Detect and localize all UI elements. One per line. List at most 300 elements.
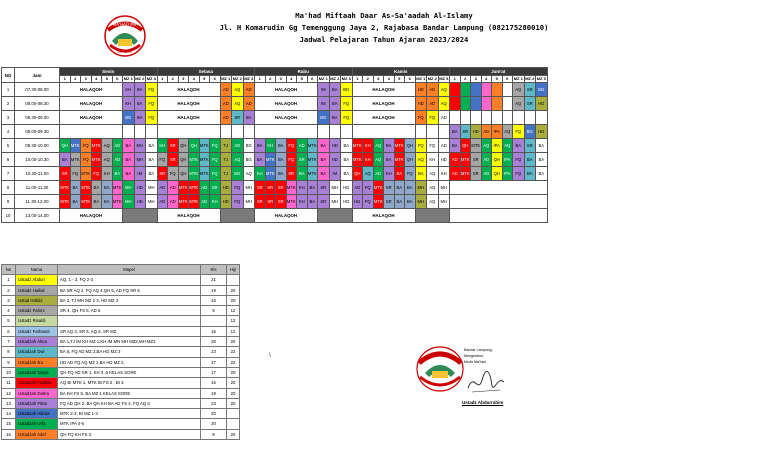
halaqoh-cell: HALAQOH bbox=[352, 83, 415, 97]
row-number: 5 bbox=[2, 139, 15, 153]
row-time: 07.30-08.00 bbox=[15, 83, 60, 97]
lesson-cell: FQ bbox=[70, 167, 81, 181]
lesson-cell bbox=[438, 125, 450, 139]
lesson-cell: MTK bbox=[307, 167, 318, 181]
teacher-kls: 19 bbox=[201, 388, 227, 398]
period-header: 4 bbox=[481, 76, 492, 83]
teacher-row bbox=[2, 326, 240, 336]
lesson-cell: KH bbox=[123, 83, 135, 97]
lesson-cell: BA bbox=[297, 167, 308, 181]
lesson-cell: SR bbox=[460, 125, 471, 139]
lesson-cell: BA bbox=[102, 195, 113, 209]
lesson-cell: AQ bbox=[427, 195, 439, 209]
lesson-cell: AQ bbox=[232, 153, 244, 167]
lesson-cell: HD bbox=[134, 181, 146, 195]
lesson-cell: IM bbox=[329, 167, 341, 181]
lesson-cell: SR bbox=[232, 111, 244, 125]
teacher-name: Ustadzah Iku bbox=[16, 357, 58, 367]
lesson-cell: TJ bbox=[220, 153, 232, 167]
period-header: 3 bbox=[471, 76, 482, 83]
lesson-cell: BA bbox=[318, 167, 330, 181]
school-address: Jl. H Komarudin Gg Temenggung Jaya 2, Rajabasa Bandar Lampung (082175280010) bbox=[219, 23, 549, 32]
lesson-cell: FQ bbox=[427, 139, 439, 153]
empty-cell bbox=[220, 209, 255, 223]
lesson-cell: AQ bbox=[102, 139, 113, 153]
lesson-cell: AD bbox=[199, 195, 210, 209]
teacher-kls: 16 bbox=[201, 295, 227, 305]
lesson-cell: AD bbox=[243, 97, 255, 111]
row-number: 4 bbox=[2, 125, 15, 139]
teacher-mapel: MTK 2-3, BI MZ 1-3 bbox=[58, 409, 201, 419]
period-header: MZ 2 bbox=[525, 76, 535, 81]
period-header: MZ 1 bbox=[416, 76, 426, 81]
teacher-mapel: SR AQ 3, SR 5, AQ 6, SR MZ bbox=[58, 326, 201, 336]
lesson-cell: FQ bbox=[286, 153, 297, 167]
lesson-cell: HD bbox=[536, 125, 548, 139]
lesson-cell: KH bbox=[363, 139, 374, 153]
teacher-hijr: 12 bbox=[227, 306, 240, 316]
lesson-cell: SR bbox=[524, 83, 536, 97]
lesson-cell: MTK bbox=[91, 139, 102, 153]
row-number: 1 bbox=[2, 83, 15, 97]
row-time: 11.30-12.00 bbox=[15, 195, 60, 209]
lesson-cell: BG bbox=[318, 111, 330, 125]
row-number: 2 bbox=[2, 97, 15, 111]
halaqoh-cell: HALAQOH bbox=[255, 209, 318, 223]
teacher-kls: 9 bbox=[201, 306, 227, 316]
teacher-row bbox=[2, 398, 240, 408]
lesson-cell: MTK bbox=[91, 153, 102, 167]
lesson-cell: KH bbox=[297, 195, 308, 209]
lesson-cell: MTK bbox=[199, 153, 210, 167]
teacher-row bbox=[2, 419, 240, 429]
lesson-cell bbox=[492, 97, 503, 111]
lesson-cell: AD bbox=[481, 125, 492, 139]
lesson-cell: FQ bbox=[363, 195, 374, 209]
row-number: 10 bbox=[2, 209, 15, 223]
lesson-cell: MTK bbox=[265, 167, 276, 181]
lesson-cell bbox=[460, 83, 471, 97]
lesson-cell: MTK bbox=[189, 153, 200, 167]
period-header: MZ 2 bbox=[135, 76, 145, 81]
period-header: 5 bbox=[102, 76, 113, 83]
teacher-name: Ustadzah Hikma bbox=[16, 409, 58, 419]
lesson-cell: BA bbox=[243, 111, 255, 125]
lesson-cell: AQ bbox=[438, 97, 450, 111]
lesson-cell: AD bbox=[481, 153, 492, 167]
teacher-name: Ustadz Farhandi bbox=[16, 326, 58, 336]
lesson-cell: AQ bbox=[232, 97, 244, 111]
lesson-cell: AQ bbox=[481, 139, 492, 153]
lesson-cell: BA bbox=[276, 153, 287, 167]
lesson-cell bbox=[502, 111, 513, 125]
lesson-cell: BA bbox=[276, 139, 287, 153]
teacher-hijr: 20 bbox=[227, 429, 240, 439]
lesson-cell: AD bbox=[220, 97, 232, 111]
teacher-mapel: BA 6, FQ AD MZ 2,BA HD MZ 3 bbox=[58, 347, 201, 357]
halaqoh-cell: HALAQOH bbox=[255, 111, 318, 125]
lesson-cell: AD bbox=[232, 139, 244, 153]
schedule-row bbox=[2, 97, 548, 111]
period-header: MZ 2 bbox=[232, 76, 242, 81]
teacher-kls bbox=[201, 316, 227, 326]
col-header-no: NO bbox=[2, 68, 15, 83]
teacher-no: 1 bbox=[2, 275, 16, 285]
lesson-cell: BA bbox=[394, 181, 405, 195]
lesson-cell: MTK bbox=[189, 167, 200, 181]
lesson-cell: BA bbox=[91, 195, 102, 209]
lesson-cell: SR bbox=[276, 195, 287, 209]
lesson-cell: FQ bbox=[210, 139, 221, 153]
teacher-hijr: 22 bbox=[227, 347, 240, 357]
lesson-cell: BA bbox=[123, 153, 135, 167]
lesson-cell: MH bbox=[146, 181, 158, 195]
lesson-cell: IM bbox=[318, 83, 330, 97]
period-header: 6 bbox=[112, 76, 123, 83]
lesson-cell bbox=[220, 125, 232, 139]
teacher-row bbox=[2, 337, 240, 347]
lesson-cell bbox=[450, 111, 461, 125]
lesson-cell: MH bbox=[134, 139, 146, 153]
period-header: 6 bbox=[307, 76, 318, 83]
teacher-name: Ustadzah Fitria bbox=[16, 398, 58, 408]
empty-cell bbox=[450, 181, 548, 195]
lesson-cell: FQ bbox=[232, 195, 244, 209]
halaqoh-cell bbox=[157, 125, 220, 139]
lesson-cell: BA bbox=[255, 139, 266, 153]
lesson-cell: HD bbox=[220, 181, 232, 195]
lesson-cell: MTK bbox=[307, 139, 318, 153]
lesson-cell bbox=[492, 111, 503, 125]
lesson-cell: FQ bbox=[232, 181, 244, 195]
teacher-row bbox=[2, 275, 240, 285]
lesson-cell: QH bbox=[178, 167, 189, 181]
teacher-name: Ustadz Haikal bbox=[16, 285, 58, 295]
lesson-cell: MTK bbox=[265, 153, 276, 167]
lesson-cell: BG bbox=[243, 139, 255, 153]
lesson-cell: MTK bbox=[70, 139, 81, 153]
schedule-row bbox=[2, 167, 548, 181]
lesson-cell: MTK bbox=[81, 167, 92, 181]
lesson-cell: MH bbox=[243, 181, 255, 195]
period-header: 2 bbox=[168, 76, 179, 83]
lesson-cell: AD bbox=[112, 139, 123, 153]
lesson-cell: BA bbox=[394, 167, 405, 181]
row-number: 6 bbox=[2, 153, 15, 167]
teacher-row bbox=[2, 367, 240, 377]
period-header: 5 bbox=[297, 76, 308, 83]
lesson-cell: FQ bbox=[146, 111, 158, 125]
lesson-cell: BA bbox=[318, 153, 330, 167]
lesson-cell: MH bbox=[134, 153, 146, 167]
teacher-hijr: 20 bbox=[227, 295, 240, 305]
teacher-name: Ustadz Fahmi bbox=[16, 306, 58, 316]
period-header: 2 bbox=[70, 76, 81, 83]
lesson-cell: BA bbox=[134, 111, 146, 125]
lesson-cell: FQ bbox=[427, 111, 439, 125]
lesson-cell: BA bbox=[524, 153, 536, 167]
period-header: 4 bbox=[286, 76, 297, 83]
teacher-hijr: 20 bbox=[227, 378, 240, 388]
lesson-cell: SR bbox=[168, 153, 179, 167]
lesson-cell: SR bbox=[255, 181, 266, 195]
period-header: MZ 3 bbox=[536, 76, 546, 81]
lesson-cell: BG bbox=[524, 125, 536, 139]
lesson-cell bbox=[481, 83, 492, 97]
lesson-cell: SR bbox=[384, 195, 395, 209]
empty-cell bbox=[450, 195, 548, 209]
lesson-cell: AQ bbox=[513, 83, 525, 97]
signature-role: Mudir Ma'had bbox=[464, 360, 486, 364]
teacher-name: Ustadzah Tasya bbox=[16, 367, 58, 377]
lesson-cell bbox=[536, 111, 548, 125]
teacher-kls: 27 bbox=[201, 357, 227, 367]
halaqoh-cell: HALAQOH bbox=[157, 83, 220, 97]
teacher-row bbox=[2, 388, 240, 398]
lesson-cell: FQ bbox=[513, 167, 525, 181]
lesson-cell: BA bbox=[70, 181, 81, 195]
lesson-cell: MH bbox=[438, 195, 450, 209]
lesson-cell: BA bbox=[384, 153, 395, 167]
teacher-row bbox=[2, 316, 240, 326]
lesson-cell: BA bbox=[255, 153, 266, 167]
lesson-cell: MTK bbox=[394, 139, 405, 153]
lesson-cell bbox=[502, 97, 513, 111]
lesson-cell: MTK bbox=[60, 181, 71, 195]
empty-cell bbox=[450, 209, 548, 223]
lesson-cell: SR bbox=[471, 167, 482, 181]
lesson-cell: AQ bbox=[363, 167, 374, 181]
lesson-cell: KH bbox=[384, 167, 395, 181]
lesson-cell bbox=[134, 125, 146, 139]
lesson-cell: FQ bbox=[146, 97, 158, 111]
lesson-cell: FQ bbox=[415, 139, 427, 153]
lesson-cell: AD bbox=[427, 83, 439, 97]
teacher-name: Ustadzah Adel bbox=[16, 429, 58, 439]
teacher-kls: 17 bbox=[201, 367, 227, 377]
lesson-cell: BA bbox=[102, 181, 113, 195]
teacher-mapel bbox=[58, 316, 201, 326]
lesson-cell: QH bbox=[178, 153, 189, 167]
teacher-row bbox=[2, 409, 240, 419]
lesson-cell: BA bbox=[60, 153, 71, 167]
halaqoh-cell: HALAQOH bbox=[255, 83, 318, 97]
teacher-mapel: BA 1,TJ IM KH MZ 1,KH IM MN MH MZ2,MH MZ3 bbox=[58, 337, 201, 347]
lesson-cell: MTK bbox=[189, 181, 200, 195]
empty-cell bbox=[415, 209, 450, 223]
lesson-cell: MTK bbox=[286, 195, 297, 209]
halaqoh-cell: HALAQOH bbox=[352, 111, 415, 125]
lesson-cell: BA bbox=[146, 139, 158, 153]
stray-mark: \ bbox=[269, 353, 271, 359]
lesson-cell: AD bbox=[438, 111, 450, 125]
lesson-cell: MTK bbox=[460, 167, 471, 181]
lesson-cell bbox=[450, 97, 461, 111]
period-header: 3 bbox=[373, 76, 384, 83]
teacher-name: Ustadzah Urfa bbox=[16, 419, 58, 429]
lesson-cell: QH bbox=[405, 153, 416, 167]
teacher-kls: 23 bbox=[201, 347, 227, 357]
lesson-cell: FQ bbox=[286, 139, 297, 153]
teacher-kls: 23 bbox=[201, 398, 227, 408]
teacher-mapel: MTK IPA 4-6 bbox=[58, 419, 201, 429]
lesson-cell: BA bbox=[450, 125, 461, 139]
teacher-mapel: HD AD FQ AQ MZ 1,BA HD MZ 2, bbox=[58, 357, 201, 367]
row-time: 11.00-11.30 bbox=[15, 181, 60, 195]
period-header: MZ 1 bbox=[221, 76, 231, 81]
halaqoh-cell bbox=[255, 125, 318, 139]
lesson-cell: MH bbox=[438, 181, 450, 195]
teacher-kls: 25 bbox=[201, 337, 227, 347]
teacher-no: 13 bbox=[2, 398, 16, 408]
schedule-row bbox=[2, 83, 548, 97]
teacher-kls: 19 bbox=[201, 285, 227, 295]
halaqoh-cell: HALAQOH bbox=[60, 209, 123, 223]
lesson-cell: MH bbox=[123, 195, 135, 209]
lesson-cell: SR bbox=[255, 195, 266, 209]
lesson-cell: AQ bbox=[502, 139, 513, 153]
day-header: Jum'at bbox=[450, 68, 548, 76]
empty-cell bbox=[318, 209, 353, 223]
period-header: 1 bbox=[255, 76, 266, 83]
lesson-cell bbox=[471, 111, 482, 125]
teacher-no: 6 bbox=[2, 326, 16, 336]
teacher-no: 15 bbox=[2, 419, 16, 429]
lesson-cell: BA bbox=[341, 153, 353, 167]
lesson-cell: MH bbox=[146, 195, 158, 209]
teacher-no: 7 bbox=[2, 337, 16, 347]
lesson-cell: MTK bbox=[199, 139, 210, 153]
lesson-cell: BA bbox=[450, 139, 461, 153]
teacher-col-header: Kls bbox=[201, 265, 227, 275]
lesson-cell: BG bbox=[232, 167, 244, 181]
lesson-cell: MTK bbox=[199, 167, 210, 181]
lesson-cell: BA bbox=[70, 195, 81, 209]
schedule-row bbox=[2, 139, 548, 153]
lesson-cell: MTK bbox=[178, 195, 189, 209]
row-time: 09.30-10.00 bbox=[15, 139, 60, 153]
teacher-kls: 21 bbox=[201, 275, 227, 285]
lesson-cell bbox=[450, 83, 461, 97]
teacher-hijr: 12 bbox=[227, 316, 240, 326]
lesson-cell bbox=[481, 111, 492, 125]
lesson-cell: BA bbox=[405, 195, 416, 209]
teacher-name: Ustadz Abdurr bbox=[16, 275, 58, 285]
lesson-cell bbox=[123, 125, 135, 139]
lesson-cell: HD bbox=[329, 139, 341, 153]
period-header: 5 bbox=[492, 76, 503, 83]
lesson-cell: AQ bbox=[415, 153, 427, 167]
lesson-cell: MTK bbox=[112, 195, 123, 209]
lesson-cell: AD bbox=[220, 111, 232, 125]
schedule-title: Jadwal Pelajaran Tahun Ajaran 2023/2024 bbox=[299, 35, 469, 44]
col-header-time: Jam bbox=[15, 68, 60, 83]
halaqoh-cell bbox=[352, 125, 415, 139]
teacher-hijr bbox=[227, 419, 240, 429]
teacher-no: 4 bbox=[2, 306, 16, 316]
lesson-cell: MTK bbox=[81, 181, 92, 195]
teacher-name: Ustadzah Alma bbox=[16, 337, 58, 347]
lesson-cell: AQ bbox=[243, 167, 255, 181]
lesson-cell: BA bbox=[524, 167, 536, 181]
lesson-cell: BA bbox=[329, 111, 341, 125]
school-name: Ma'had Miftaah Daar As-Sa'aadah Al-Islamy bbox=[295, 11, 473, 20]
lesson-cell: SR bbox=[384, 181, 395, 195]
lesson-cell: FQ bbox=[415, 111, 427, 125]
lesson-cell: MH bbox=[415, 181, 427, 195]
row-time: 10.30-11.00 bbox=[15, 167, 60, 181]
row-number: 7 bbox=[2, 167, 15, 181]
lesson-cell: MH bbox=[329, 181, 341, 195]
lesson-cell: HD bbox=[536, 97, 548, 111]
lesson-cell: IM bbox=[318, 97, 330, 111]
lesson-cell: AQ bbox=[427, 167, 439, 181]
teacher-no: 9 bbox=[2, 357, 16, 367]
lesson-cell: AQ bbox=[502, 125, 513, 139]
row-time: 08.30-09.00 bbox=[15, 111, 60, 125]
teacher-row bbox=[2, 357, 240, 367]
lesson-cell: SR bbox=[297, 153, 308, 167]
teacher-kls: 9 bbox=[201, 429, 227, 439]
halaqoh-cell bbox=[60, 125, 123, 139]
lesson-cell: QH bbox=[460, 139, 471, 153]
teacher-mapel: SR 4, QH FS 6, AD 5 bbox=[58, 306, 201, 316]
lesson-cell: BA bbox=[536, 167, 548, 181]
lesson-cell bbox=[471, 97, 482, 111]
teacher-no: 14 bbox=[2, 409, 16, 419]
lesson-cell: AQ bbox=[232, 83, 244, 97]
teacher-name: Ustadz Risaldi bbox=[16, 316, 58, 326]
teacher-no: 10 bbox=[2, 367, 16, 377]
halaqoh-cell: HALAQOH bbox=[60, 111, 123, 125]
logo-top-text: MA'HAD MIF bbox=[112, 22, 138, 27]
lesson-cell: BG bbox=[243, 153, 255, 167]
lesson-cell: SR bbox=[286, 167, 297, 181]
lesson-cell: AD bbox=[157, 195, 168, 209]
lesson-cell: BA bbox=[134, 83, 146, 97]
lesson-cell: HD bbox=[352, 195, 363, 209]
lesson-cell: AD bbox=[220, 83, 232, 97]
lesson-cell: FQ bbox=[341, 97, 353, 111]
lesson-cell: BA bbox=[91, 181, 102, 195]
period-header: 5 bbox=[394, 76, 405, 83]
lesson-cell: BA bbox=[112, 167, 123, 181]
period-header: MZ 3 bbox=[341, 76, 351, 81]
lesson-cell: AQ bbox=[427, 181, 439, 195]
teacher-col-header: Hijr bbox=[227, 265, 240, 275]
period-header: MZ 1 bbox=[123, 76, 133, 81]
row-number: 8 bbox=[2, 181, 15, 195]
period-header: MZ 2 bbox=[330, 76, 340, 81]
lesson-cell: QH bbox=[178, 139, 189, 153]
school-logo-icon bbox=[104, 15, 146, 57]
lesson-cell: MTK bbox=[373, 195, 384, 209]
teacher-no: 5 bbox=[2, 316, 16, 326]
signature-place: Bandar Lampung, bbox=[464, 348, 493, 352]
lesson-cell: BG bbox=[536, 83, 548, 97]
lesson-cell: AD bbox=[481, 167, 492, 181]
period-header: 2 bbox=[363, 76, 374, 83]
signature-ack: Mengetahui, bbox=[464, 354, 484, 358]
lesson-cell bbox=[524, 111, 536, 125]
schedule-table bbox=[1, 67, 548, 223]
teacher-hijr bbox=[227, 275, 240, 285]
teacher-no: 2 bbox=[2, 285, 16, 295]
row-time: 13.00-14.00 bbox=[15, 209, 60, 223]
lesson-cell: QH bbox=[405, 139, 416, 153]
teacher-no: 12 bbox=[2, 388, 16, 398]
lesson-cell: BA bbox=[405, 181, 416, 195]
